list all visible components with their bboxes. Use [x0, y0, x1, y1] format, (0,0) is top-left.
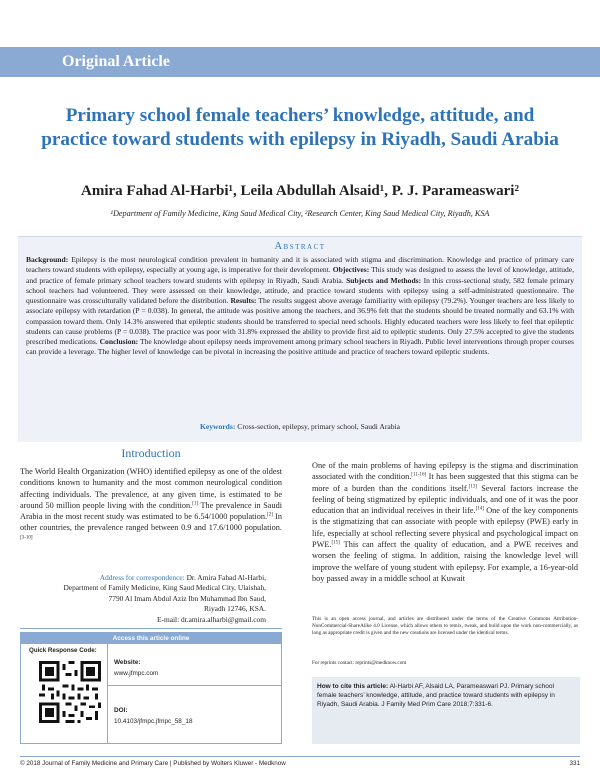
page-number: 331 — [569, 760, 580, 767]
right-text-4: One of the key components is the stigmatizing that can associate with people with epilepsy (PWE) early in life, especially at school reflecting severe physical and psychological impact on PWE. — [312, 506, 578, 550]
right-text-2: It has been suggested that this stigma can be more of a burden than the conditions itself. — [312, 472, 579, 493]
website-label: Website: — [114, 659, 141, 666]
background-text: Epilepsy is the most neurological condition prevalent in humanity and it is associated with stigma and discrimination. Knowledge and practice of primary care teachers toward students with epilepsy, especially at young age, is imperative for their development. — [26, 255, 574, 275]
qr-label: Quick Response Code: — [29, 647, 97, 654]
introduction-continued — [312, 460, 578, 584]
intro-text-3: In other countries, the prevalence ranged between 0.9 and 17.6/1000 population. — [20, 512, 283, 533]
access-heading: Access this article online — [21, 633, 281, 644]
objectives-text: This study was designed to assess the level of knowledge, attitude, and practice of female primary school teachers toward students with epilepsy in Riyadh, Saudi Arabia. — [26, 265, 574, 285]
correspondence-line: Department of Family Medicine, King Saud Medical City, Ulaishah, — [63, 583, 266, 593]
divider — [20, 628, 282, 629]
right-text-3: Several factors increase the feeling of being stigmatized by epileptic individuals, and one of it was the poor education that an individual receives in their life. — [312, 483, 578, 516]
divider — [107, 685, 282, 686]
divider — [20, 756, 580, 757]
correspondence-address — [20, 573, 266, 625]
right-text-1: One of the main problems of having epilepsy is the stigma and discrimination associated with the condition. — [312, 461, 578, 482]
doi-link[interactable]: 10.4103/jfmpc.jfmpc_58_18 — [114, 718, 193, 725]
methods-text: In this cross-sectional study, 582 female primary school teachers had volunteered. They were assessed on their knowledge, attitude, and practice toward students with epilepsy using a self-administrated questionnaire. The questionnaire was crossculturally validated before the distribution. — [26, 275, 574, 305]
author-list: Amira Fahad Al-Harbi¹, Leila Abdullah Alsaid¹, P. J. Parameaswari² — [81, 183, 519, 199]
footer-text: © 2018 Journal of Family Medicine and Primary Care | Published by Wolters Kluwer - Medknow — [20, 760, 286, 767]
citation-ref[interactable]: [1] — [192, 501, 199, 507]
citation-ref[interactable]: [3-10] — [20, 535, 33, 541]
abstract-section — [18, 236, 582, 442]
abstract-body — [26, 255, 574, 358]
right-column — [312, 460, 578, 584]
objectives-label: Objectives: — [332, 265, 370, 275]
correspondence-email[interactable]: E-mail: dr.amira.alharbi@gmail.com — [156, 614, 266, 624]
divider — [107, 644, 108, 744]
citation-ref[interactable]: [13] — [468, 483, 478, 489]
results-text: The results suggest above average familiarity with epilepsy (79.2%). Younger teachers are less likely to associate epilepsy with retardation (P = 0.038). In general, the attitude was positive among the teachers, and 36.9% felt that the students should be treated normally and 63.1% with compassion toward them. Only 14.3% answered that epileptic students should be transferred to special need schools. Highly educated teachers were less likely to feel that epileptic students can cause problems (P = 0.038). The practice was poor with 31.8% expressed the ability to provide first aid to epileptic students. Only 27.5% accepted to give the students prescribed medications. — [26, 296, 575, 346]
background-label: Background: — [26, 255, 69, 264]
correspondence-name: Dr. Amira Fahad Al-Harbi, — [186, 573, 266, 582]
methods-label: Subjects and Methods: — [346, 275, 422, 285]
article-title: Primary school female teachers’ knowledge, attitude, and practice toward students with epilepsy in Riyadh, Saudi Arabia — [41, 105, 559, 150]
results-label: Results: — [230, 296, 257, 305]
conclusion-text: The knowledge about epilepsy needs improvement among primary school teachers in Riyadh. Public level interventions through proper courses can provide a leverage. The higher level of knowledge can be pivotal in increasing the positive attitude and practice of teachers toward epileptic students. — [26, 337, 574, 357]
citation-ref[interactable]: [11-16] — [411, 472, 427, 478]
keywords-text: Cross-section, epilepsy, primary school, Saudi Arabia — [237, 422, 401, 431]
doi-label: DOI: — [114, 707, 128, 714]
qr-code-icon[interactable] — [39, 661, 101, 723]
article-type-banner — [0, 47, 600, 77]
intro-text-1: The World Health Organization (WHO) identified epilepsy as one of the oldest conditions known to humanity and the most common neurological condition affecting individuals. The prevalence, at any given time, is estimated to be around 50 million people living with the condition. — [20, 467, 282, 510]
affiliations: ¹Department of Family Medicine, King Saud Medical City, ²Research Center, King Saud Medical City, Riyadh, KSA — [110, 209, 490, 218]
reprints-contact: For reprints contact: reprints@medknow.com — [312, 660, 407, 666]
citation-ref[interactable]: [2] — [267, 512, 273, 518]
right-text-5: This can affect the quality of education, and a PWE receives and worsen the feeling of stigma. In addition, raising the knowledge level will improve the welfare of young student with epilepsy. For example, a 16-year-old boy passed away in a middle school at Kuwait — [312, 540, 578, 583]
access-online-box — [20, 632, 282, 744]
article-type-label: Original Article — [62, 53, 170, 70]
introduction-paragraph — [20, 466, 282, 545]
correspondence-label: Address for correspondence: — [99, 573, 185, 582]
citation-text: Al-Harbi AF, Alsaid LA, Parameaswari PJ. Primary school female teachers’ knowledge, attitude, and practice toward students with epilepsy in Riyadh, Saudi Arabia. J Family Med Prim Care 2018;7:331-6. — [317, 683, 555, 709]
citation-ref[interactable]: [14] — [475, 506, 484, 512]
license-notice: This is an open access journal, and articles are distributed under the terms of the Creative Commons Attribution-NonCommercial-ShareAlike 4.0 License, which allows others to remix, tweak, and build upon the work non-commercially, as long as appropriate credit is given and the new creations are licensed under the identical terms. — [312, 616, 578, 637]
citation-box — [312, 677, 580, 744]
abstract-heading: Abstract — [274, 241, 326, 252]
citation-ref[interactable]: [15] — [331, 540, 340, 546]
citation-label: How to cite this article: — [317, 683, 389, 690]
keywords — [18, 422, 582, 431]
keywords-label: Keywords: — [199, 422, 236, 431]
conclusion-label: Conclusion: — [99, 337, 139, 346]
correspondence-line: Riyadh 12746, KSA. — [203, 604, 266, 614]
introduction-heading: Introduction — [121, 446, 181, 460]
correspondence-line: 7790 Al Imam Abdul Aziz Ibn Muhammad Ibn Saud, — [108, 593, 266, 603]
website-link[interactable]: www.jfmpc.com — [114, 670, 159, 677]
intro-text-2: The prevalence in Saudi Arabia in the most recent study was estimated to be 6.54/1000 population. — [20, 500, 282, 522]
